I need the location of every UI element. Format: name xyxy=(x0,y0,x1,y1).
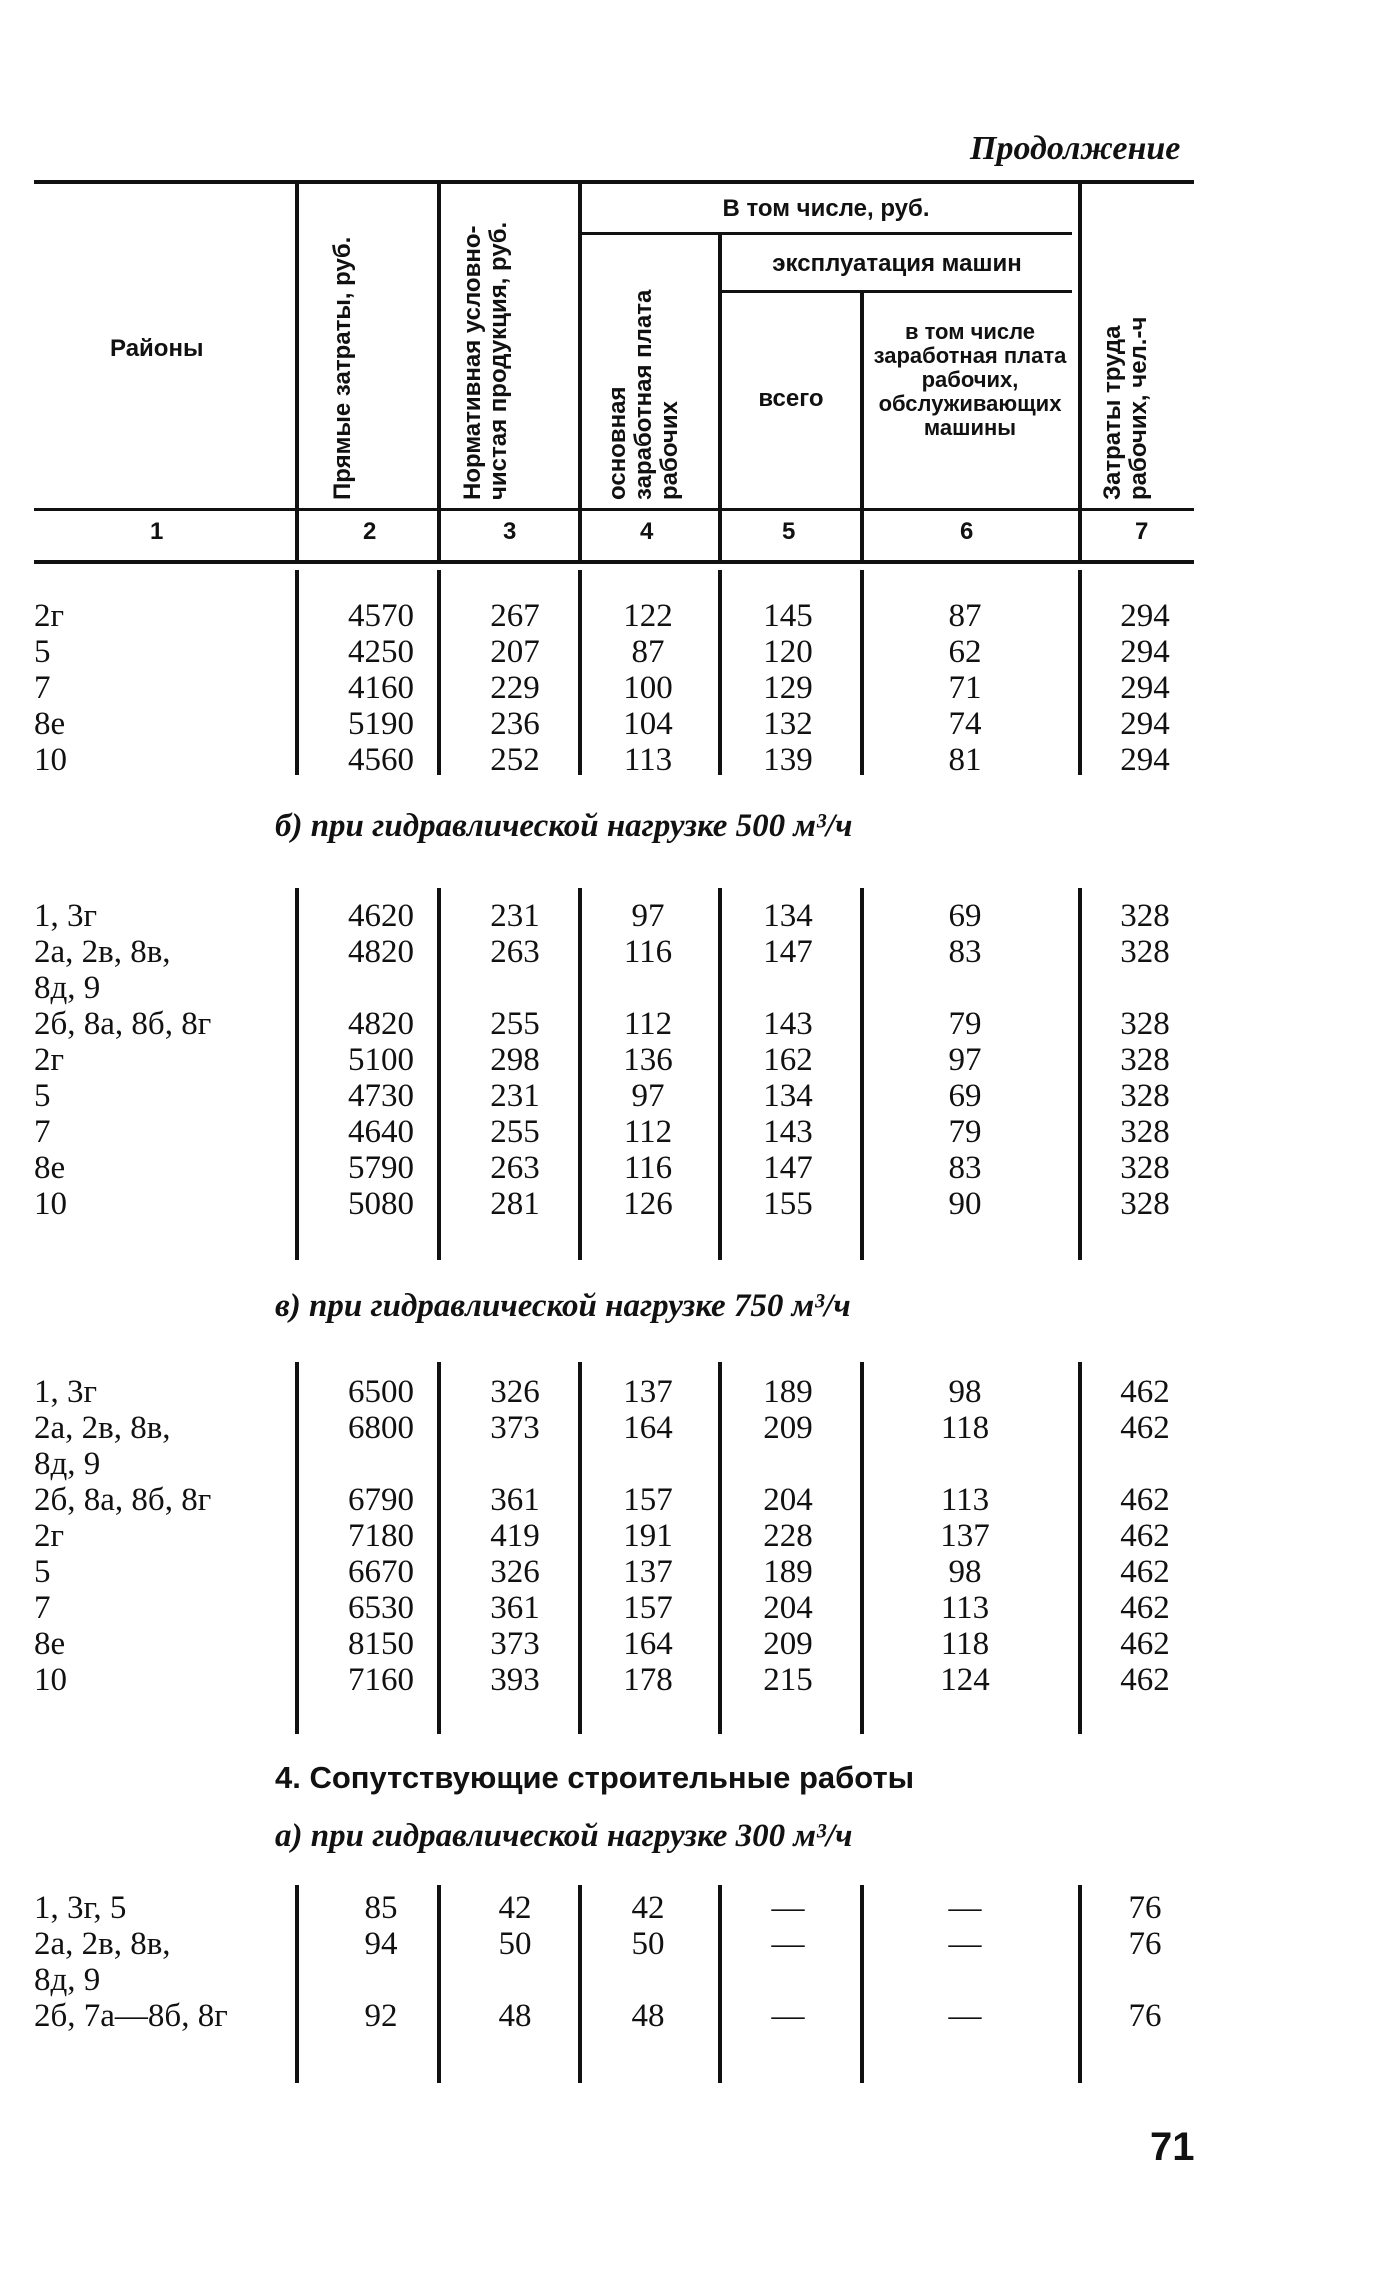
table-row xyxy=(0,1662,1388,1698)
cell-base-wages: 164 xyxy=(623,1410,673,1446)
cell-machine-total: 120 xyxy=(763,634,813,670)
cell-direct-costs: 6800 xyxy=(348,1410,414,1446)
cell-labor-costs: 462 xyxy=(1120,1374,1170,1410)
row-region: 2г xyxy=(34,1518,65,1554)
table-row xyxy=(0,898,1388,934)
row-region: 8е xyxy=(34,1626,66,1662)
cell-machine-wages: 69 xyxy=(948,1078,982,1114)
table-row xyxy=(0,934,1388,970)
cell-normative-output: 263 xyxy=(490,1150,540,1186)
row-region: 10 xyxy=(34,1662,67,1698)
table-row xyxy=(0,742,1388,778)
cell-machine-total: 139 xyxy=(763,742,813,778)
cell-labor-costs: 462 xyxy=(1120,1590,1170,1626)
table-row xyxy=(0,1890,1388,1926)
hdr-sep-6 xyxy=(1078,180,1082,564)
cell-machine-total: 209 xyxy=(763,1626,813,1662)
cell-machine-wages: 113 xyxy=(940,1590,990,1626)
cell-direct-costs: 5190 xyxy=(348,706,414,742)
cell-machine-total: 228 xyxy=(763,1518,813,1554)
cell-direct-costs: 6530 xyxy=(348,1590,414,1626)
hdr-sep-1 xyxy=(295,180,299,564)
cell-direct-costs: 5080 xyxy=(348,1186,414,1222)
cell-machine-wages: 90 xyxy=(948,1186,982,1222)
row-region: 8е xyxy=(34,706,66,742)
table-row xyxy=(0,1446,1388,1482)
cell-labor-costs: 328 xyxy=(1120,934,1170,970)
cell-machine-total: 204 xyxy=(763,1482,813,1518)
cell-direct-costs: 7160 xyxy=(348,1662,414,1698)
row-region: 7 xyxy=(34,670,51,706)
cell-normative-output: 48 xyxy=(498,1998,532,2034)
cell-normative-output: 326 xyxy=(490,1554,540,1590)
cell-base-wages: 48 xyxy=(631,1998,665,2034)
cell-machine-wages: 137 xyxy=(940,1518,990,1554)
cell-normative-output: 326 xyxy=(490,1374,540,1410)
cell-machine-wages: 118 xyxy=(940,1626,990,1662)
cell-machine-total: 189 xyxy=(763,1374,813,1410)
cell-base-wages: 126 xyxy=(623,1186,673,1222)
row-region: 5 xyxy=(34,1554,51,1590)
cell-direct-costs: 8150 xyxy=(348,1626,414,1662)
cell-normative-output: 298 xyxy=(490,1042,540,1078)
header-total: всего xyxy=(758,385,824,412)
header-labor-costs: Затраты труда рабочих, чел.-ч xyxy=(1099,316,1152,500)
cell-base-wages: 97 xyxy=(631,1078,665,1114)
cell-machine-wages: 74 xyxy=(948,706,982,742)
cell-direct-costs: 6500 xyxy=(348,1374,414,1410)
cell-normative-output: 236 xyxy=(490,706,540,742)
row-region: 2а, 2в, 8в, xyxy=(34,1926,171,1962)
cell-machine-total: 162 xyxy=(763,1042,813,1078)
row-region: 5 xyxy=(34,1078,51,1114)
row-region: 2б, 7а—8б, 8г xyxy=(34,1998,228,2034)
including-rule xyxy=(580,232,1072,235)
cell-normative-output: 361 xyxy=(490,1590,540,1626)
cell-labor-costs: 294 xyxy=(1120,634,1170,670)
row-region: 8д, 9 xyxy=(34,1962,101,1998)
table-row xyxy=(0,1006,1388,1042)
cell-direct-costs: 85 xyxy=(364,1890,398,1926)
cell-labor-costs: 328 xyxy=(1120,1042,1170,1078)
row-region: 2а, 2в, 8в, xyxy=(34,1410,171,1446)
cell-normative-output: 252 xyxy=(490,742,540,778)
page-number: 71 xyxy=(1150,2125,1195,2169)
row-region: 5 xyxy=(34,634,51,670)
cell-machine-wages: 124 xyxy=(940,1662,990,1698)
cell-machine-total: 147 xyxy=(763,934,813,970)
cell-direct-costs: 4640 xyxy=(348,1114,414,1150)
cell-machine-total: 145 xyxy=(763,598,813,634)
row-region: 10 xyxy=(34,742,67,778)
cell-base-wages: 116 xyxy=(623,934,673,970)
cell-base-wages: 116 xyxy=(623,1150,673,1186)
row-region: 2г xyxy=(34,598,65,634)
cell-labor-costs: 294 xyxy=(1120,670,1170,706)
table-row xyxy=(0,706,1388,742)
cell-machine-total: 129 xyxy=(763,670,813,706)
cell-labor-costs: 462 xyxy=(1120,1554,1170,1590)
row-region: 7 xyxy=(34,1114,51,1150)
section4-title: а) при гидравлической нагрузке 300 м³/ч xyxy=(275,1818,853,1854)
cell-direct-costs: 4730 xyxy=(348,1078,414,1114)
cell-direct-costs: 5100 xyxy=(348,1042,414,1078)
cell-base-wages: 97 xyxy=(631,898,665,934)
cell-base-wages: 104 xyxy=(623,706,673,742)
cell-normative-output: 267 xyxy=(490,598,540,634)
cell-machine-wages: 69 xyxy=(948,898,982,934)
cell-normative-output: 373 xyxy=(490,1410,540,1446)
cell-labor-costs: 76 xyxy=(1128,1998,1162,2034)
cell-normative-output: 255 xyxy=(490,1114,540,1150)
col-num-5: 5 xyxy=(782,518,796,545)
header-normative-output: Нормативная условно-чистая продукция, руб. xyxy=(459,221,512,500)
cell-machine-wages: 79 xyxy=(948,1114,982,1150)
cell-normative-output: 361 xyxy=(490,1482,540,1518)
table-row xyxy=(0,598,1388,634)
section4-heading: 4. Сопутствующие строительные работы xyxy=(275,1760,915,1795)
table-row xyxy=(0,1926,1388,1962)
cell-labor-costs: 76 xyxy=(1128,1890,1162,1926)
cell-direct-costs: 6670 xyxy=(348,1554,414,1590)
table-row xyxy=(0,1518,1388,1554)
header-regions: Районы xyxy=(110,335,204,362)
header-including-wages: в том числе заработная плата рабочих, обслуживающих машины xyxy=(873,319,1067,440)
cell-machine-wages: — xyxy=(948,1998,982,2034)
cell-base-wages: 122 xyxy=(623,598,673,634)
cell-labor-costs: 328 xyxy=(1120,1150,1170,1186)
cell-labor-costs: 76 xyxy=(1128,1926,1162,1962)
row-region: 1, 3г, 5 xyxy=(34,1890,127,1926)
cell-direct-costs: 92 xyxy=(364,1998,398,2034)
header-rule xyxy=(34,508,1194,511)
header-direct-costs: Прямые затраты, руб. xyxy=(329,236,356,500)
cell-direct-costs: 6790 xyxy=(348,1482,414,1518)
cell-labor-costs: 462 xyxy=(1120,1662,1170,1698)
cell-base-wages: 137 xyxy=(623,1374,673,1410)
block2-title: б) при гидравлической нагрузке 500 м³/ч xyxy=(275,808,853,844)
row-region: 8д, 9 xyxy=(34,1446,101,1482)
row-region: 8е xyxy=(34,1150,66,1186)
table-row xyxy=(0,670,1388,706)
table-row xyxy=(0,1962,1388,1998)
cell-normative-output: 393 xyxy=(490,1662,540,1698)
cell-labor-costs: 462 xyxy=(1120,1410,1170,1446)
table-row xyxy=(0,1410,1388,1446)
cell-normative-output: 255 xyxy=(490,1006,540,1042)
cell-normative-output: 281 xyxy=(490,1186,540,1222)
cell-machine-total: 209 xyxy=(763,1410,813,1446)
cell-base-wages: 137 xyxy=(623,1554,673,1590)
colnum-rule xyxy=(34,560,1194,564)
cell-normative-output: 263 xyxy=(490,934,540,970)
cell-machine-total: — xyxy=(771,1890,805,1926)
cell-machine-wages: 83 xyxy=(948,934,982,970)
row-region: 2г xyxy=(34,1042,65,1078)
hdr-sep-5 xyxy=(860,293,864,564)
cell-machine-total: 204 xyxy=(763,1590,813,1626)
cell-labor-costs: 462 xyxy=(1120,1518,1170,1554)
table-row xyxy=(0,1042,1388,1078)
row-region: 1, 3г xyxy=(34,898,98,934)
table-row xyxy=(0,634,1388,670)
cell-direct-costs: 4820 xyxy=(348,1006,414,1042)
cell-direct-costs: 94 xyxy=(364,1926,398,1962)
cell-normative-output: 229 xyxy=(490,670,540,706)
row-region: 8д, 9 xyxy=(34,970,101,1006)
cell-machine-total: 215 xyxy=(763,1662,813,1698)
table-row xyxy=(0,1590,1388,1626)
cell-machine-wages: — xyxy=(948,1926,982,1962)
cell-normative-output: 373 xyxy=(490,1626,540,1662)
continuation-label: Продолжение xyxy=(970,130,1181,167)
cell-direct-costs: 4160 xyxy=(348,670,414,706)
cell-normative-output: 42 xyxy=(498,1890,532,1926)
cell-base-wages: 164 xyxy=(623,1626,673,1662)
cell-normative-output: 50 xyxy=(498,1926,532,1962)
table-row xyxy=(0,1554,1388,1590)
cell-base-wages: 157 xyxy=(623,1482,673,1518)
cell-direct-costs: 4820 xyxy=(348,934,414,970)
cell-labor-costs: 294 xyxy=(1120,706,1170,742)
col-num-4: 4 xyxy=(640,518,654,545)
table-top-rule xyxy=(34,180,1194,184)
cell-machine-total: 147 xyxy=(763,1150,813,1186)
col-num-3: 3 xyxy=(503,518,517,545)
cell-labor-costs: 462 xyxy=(1120,1482,1170,1518)
cell-direct-costs: 4250 xyxy=(348,634,414,670)
col-num-6: 6 xyxy=(960,518,974,545)
row-region: 10 xyxy=(34,1186,67,1222)
cell-labor-costs: 328 xyxy=(1120,1114,1170,1150)
cell-labor-costs: 328 xyxy=(1120,1078,1170,1114)
cell-machine-total: 189 xyxy=(763,1554,813,1590)
block3-title: в) при гидравлической нагрузке 750 м³/ч xyxy=(275,1288,851,1324)
cell-base-wages: 157 xyxy=(623,1590,673,1626)
header-base-wages: основная заработная плата рабочих xyxy=(604,289,683,500)
cell-base-wages: 112 xyxy=(623,1006,673,1042)
cell-normative-output: 207 xyxy=(490,634,540,670)
cell-machine-total: 143 xyxy=(763,1114,813,1150)
table-row xyxy=(0,1114,1388,1150)
cell-machine-wages: 79 xyxy=(948,1006,982,1042)
cell-machine-wages: 81 xyxy=(948,742,982,778)
hdr-sep-3 xyxy=(578,180,582,564)
machine-rule xyxy=(722,290,1072,293)
cell-base-wages: 113 xyxy=(623,742,673,778)
cell-direct-costs: 4570 xyxy=(348,598,414,634)
cell-machine-wages: 97 xyxy=(948,1042,982,1078)
cell-machine-wages: 87 xyxy=(948,598,982,634)
cell-labor-costs: 462 xyxy=(1120,1626,1170,1662)
cell-machine-total: 132 xyxy=(763,706,813,742)
cell-direct-costs: 4560 xyxy=(348,742,414,778)
cell-machine-total: — xyxy=(771,1998,805,2034)
cell-machine-wages: 71 xyxy=(948,670,982,706)
cell-direct-costs: 7180 xyxy=(348,1518,414,1554)
cell-labor-costs: 294 xyxy=(1120,742,1170,778)
cell-direct-costs: 4620 xyxy=(348,898,414,934)
table-row xyxy=(0,1482,1388,1518)
cell-machine-wages: 118 xyxy=(940,1410,990,1446)
cell-normative-output: 231 xyxy=(490,898,540,934)
cell-machine-wages: 98 xyxy=(948,1374,982,1410)
cell-machine-total: 134 xyxy=(763,1078,813,1114)
cell-labor-costs: 328 xyxy=(1120,898,1170,934)
table-row xyxy=(0,1374,1388,1410)
header-including: В том числе, руб. xyxy=(722,195,930,222)
cell-base-wages: 112 xyxy=(623,1114,673,1150)
cell-labor-costs: 328 xyxy=(1120,1186,1170,1222)
cell-machine-wages: 62 xyxy=(948,634,982,670)
table-row xyxy=(0,1078,1388,1114)
row-region: 2б, 8а, 8б, 8г xyxy=(34,1006,212,1042)
row-region: 7 xyxy=(34,1590,51,1626)
col-num-2: 2 xyxy=(363,518,377,545)
cell-base-wages: 178 xyxy=(623,1662,673,1698)
cell-base-wages: 50 xyxy=(631,1926,665,1962)
cell-base-wages: 136 xyxy=(623,1042,673,1078)
row-region: 2б, 8а, 8б, 8г xyxy=(34,1482,212,1518)
cell-machine-wages: 98 xyxy=(948,1554,982,1590)
table-row xyxy=(0,1626,1388,1662)
cell-machine-total: 134 xyxy=(763,898,813,934)
row-region: 1, 3г xyxy=(34,1374,98,1410)
cell-machine-total: 155 xyxy=(763,1186,813,1222)
row-region: 2а, 2в, 8в, xyxy=(34,934,171,970)
cell-direct-costs: 5790 xyxy=(348,1150,414,1186)
cell-base-wages: 42 xyxy=(631,1890,665,1926)
cell-base-wages: 87 xyxy=(631,634,665,670)
cell-labor-costs: 294 xyxy=(1120,598,1170,634)
cell-normative-output: 231 xyxy=(490,1078,540,1114)
cell-machine-wages: 113 xyxy=(940,1482,990,1518)
cell-base-wages: 191 xyxy=(623,1518,673,1554)
table-row xyxy=(0,970,1388,1006)
col-num-7: 7 xyxy=(1135,518,1149,545)
cell-machine-wages: 83 xyxy=(948,1150,982,1186)
header-machine-operation: эксплуатация машин xyxy=(772,250,1022,277)
col-num-1: 1 xyxy=(150,518,164,545)
table-row xyxy=(0,1150,1388,1186)
hdr-sep-2 xyxy=(437,180,441,564)
cell-labor-costs: 328 xyxy=(1120,1006,1170,1042)
cell-normative-output: 419 xyxy=(490,1518,540,1554)
cell-machine-total: — xyxy=(771,1926,805,1962)
cell-machine-wages: — xyxy=(948,1890,982,1926)
cell-base-wages: 100 xyxy=(623,670,673,706)
cell-machine-total: 143 xyxy=(763,1006,813,1042)
table-row xyxy=(0,1998,1388,2034)
table-row xyxy=(0,1186,1388,1222)
